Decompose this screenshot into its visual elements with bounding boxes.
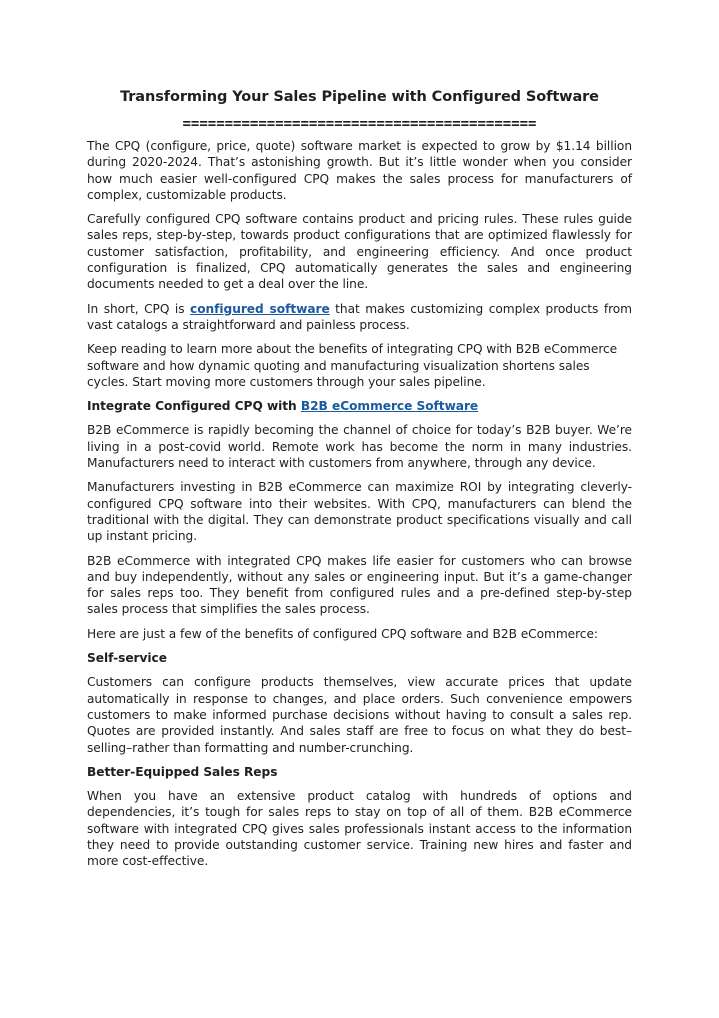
paragraph-keep-reading: Keep reading to learn more about the benefits of integrating CPQ with B2B eCommerce software and how dynamic quoting and manufacturing visualization shortens sales cycles. Start moving more customers through your sales pipeline. [87,342,618,389]
heading-integrate-cpq-text: Integrate Configured CPQ with [87,399,301,414]
heading-self-service: Self-service [87,651,167,666]
paragraph-b2b-channel: B2B eCommerce is rapidly becoming the channel of choice for today’s B2B buyer. We’re living in a post-covid world. Remote work has become the norm in many industries. Manufacturers need to interact with customers from anywhere, through any device. [87,423,632,471]
heading-integrate-cpq [87,398,632,414]
paragraph-manufacturers-investing: Manufacturers investing in B2B eCommerce can maximize ROI by integrating cleverly-configured CPQ software into their websites. With CPQ, manufacturers can blend the traditional with the digital. They can demonstrate product specifications visually and call up instant pricing. [87,480,632,544]
paragraph-benefits-intro: Here are just a few of the benefits of configured CPQ software and B2B eCommerce: [87,626,598,641]
paragraph-in-short-text-after: that makes customizing complex products from vast catalogs a straightforward and painless process. [87,301,632,332]
b2b-ecommerce-software-link[interactable]: B2B eCommerce Software [300,399,479,414]
paragraph-sales-reps: When you have an extensive product catalog with hundreds of options and dependencies, it’s tough for sales reps to stay on top of all of them. B2B eCommerce software with integrated CPQ gives sales professionals instant access to the information they need to provide outstanding customer service. Training new hires and faster and more cost-effective. [87,789,632,869]
paragraph-in-short [87,301,632,334]
document-title: Transforming Your Sales Pipeline with Configured Software [120,89,599,105]
paragraph-intro: The CPQ (configure, price, quote) software market is expected to grow by $1.14 billion during 2020-2024. That’s astonishing growth. But it’s little wonder when you consider how much easier well-configured CPQ makes the sales process for manufacturers of complex, customizable products. [87,139,632,202]
paragraph-game-changer: B2B eCommerce with integrated CPQ makes life easier for customers who can browse and buy independently, without any sales or engineering input. But it’s a game-changer for sales reps too. They benefit from configured rules and a pre-defined step-by-step sales process that simplifies the sales process. [87,553,632,617]
paragraph-configured-cpq: Carefully configured CPQ software contains product and pricing rules. These rules guide sales reps, step-by-step, towards product configurations that are optimized flawlessly for customer satisfaction, profitability, and engineering efficiency. And once product configuration is finalized, CPQ automatically generates the sales and engineering documents needed to get a deal over the line. [87,212,632,292]
configured-software-link[interactable]: configured software [190,301,330,316]
heading-sales-reps: Better-Equipped Sales Reps [87,764,278,779]
document-page [87,86,632,878]
title-underline-rule: ========================================== [182,116,537,132]
paragraph-in-short-text-before: In short, CPQ is [87,301,191,316]
paragraph-self-service: Customers can configure products themselves, view accurate prices that update automatically in response to changes, and place orders. Such convenience empowers customers to make informed purchase decisions without having to consult a sales rep. Quotes are provided instantly. And sales staff are free to focus on what they do best–selling–rather than formatting and number-crunching. [87,675,632,755]
